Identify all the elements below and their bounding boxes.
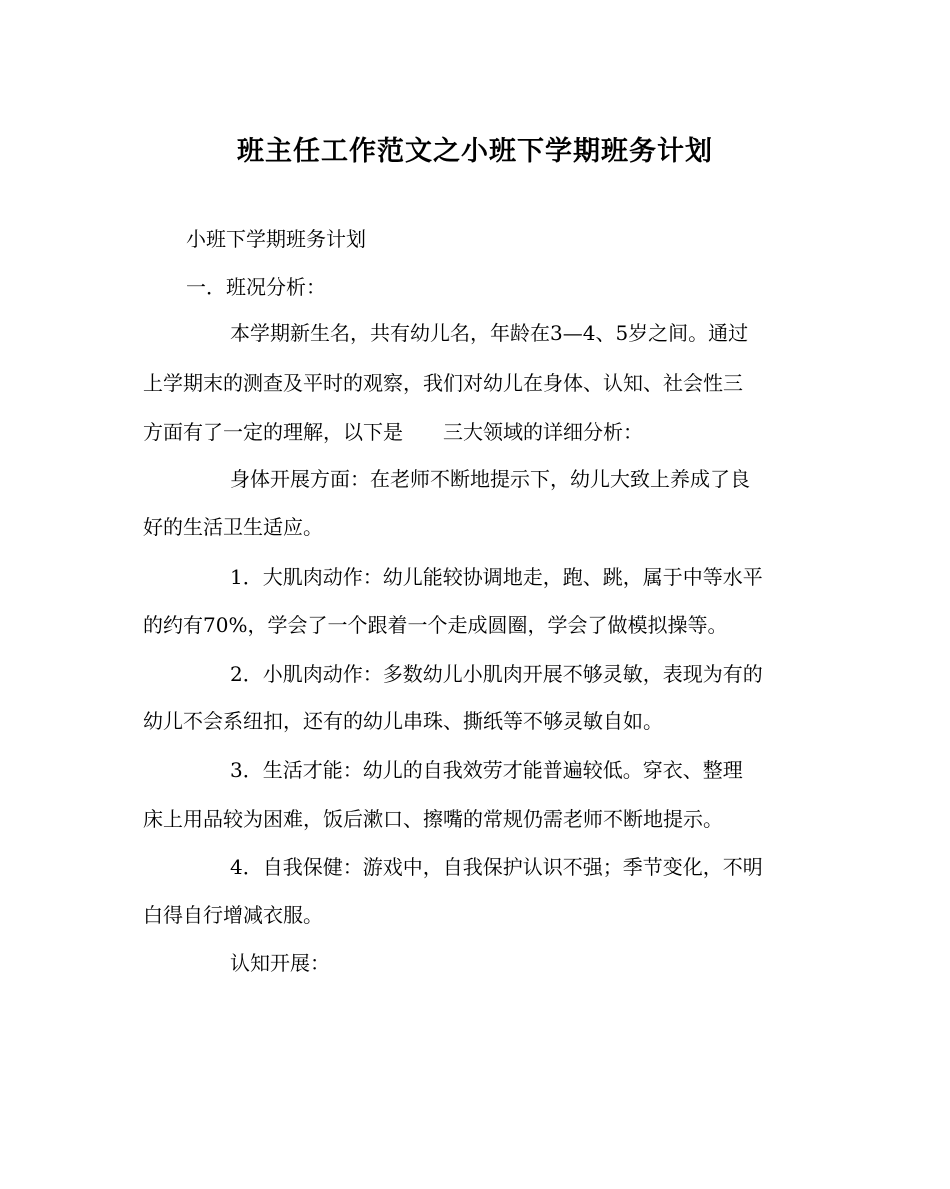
list-item-line: 3．生活才能：幼儿的自我效劳才能普遍较低。穿衣、整理 bbox=[230, 758, 743, 782]
list-item-line: 的约有70%，学会了一个跟着一个走成圆圈，学会了做模拟操等。 bbox=[143, 613, 728, 637]
paragraph-line bbox=[143, 417, 808, 447]
paragraph-line: 本学期新生名，共有幼儿名，年龄在3—4、5岁之间。通过 bbox=[230, 321, 749, 345]
paragraph-line: 好的生活卫生适应。 bbox=[143, 515, 323, 539]
paragraph-line: 身体开展方面：在老师不断地提示下，幼儿大致上养成了良 bbox=[230, 467, 750, 491]
paragraph-line: 上学期末的测查及平时的观察，我们对幼儿在身体、认知、社会性三 bbox=[143, 371, 743, 395]
list-item-line: 4．自我保健：游戏中，自我保护认识不强；季节变化，不明 bbox=[230, 855, 763, 879]
list-item-line: 白得自行增减衣服。 bbox=[143, 903, 323, 927]
list-item-line: 床上用品较为困难，饭后漱口、擦嘴的常规仍需老师不断地提示。 bbox=[143, 807, 723, 831]
section-heading-class-analysis: 一．班况分析： bbox=[186, 275, 326, 299]
section-heading-cognitive: 认知开展： bbox=[230, 951, 330, 975]
list-item-line: 1．大肌肉动作：幼儿能较协调地走，跑、跳，属于中等水平 bbox=[230, 565, 763, 589]
paragraph-segment: 方面有了一定的理解，以下是 bbox=[143, 420, 403, 444]
paragraph-segment: 三大领域的详细分析： bbox=[443, 420, 643, 444]
list-item-line: 2．小肌肉动作：多数幼儿小肌肉开展不够灵敏，表现为有的 bbox=[230, 662, 763, 686]
document-subtitle: 小班下学期班务计划 bbox=[186, 227, 366, 251]
document-title: 班主任工作范文之小班下学期班务计划 bbox=[237, 136, 713, 167]
list-item-line: 幼儿不会系纽扣，还有的幼儿串珠、撕纸等不够灵敏自如。 bbox=[143, 709, 663, 733]
